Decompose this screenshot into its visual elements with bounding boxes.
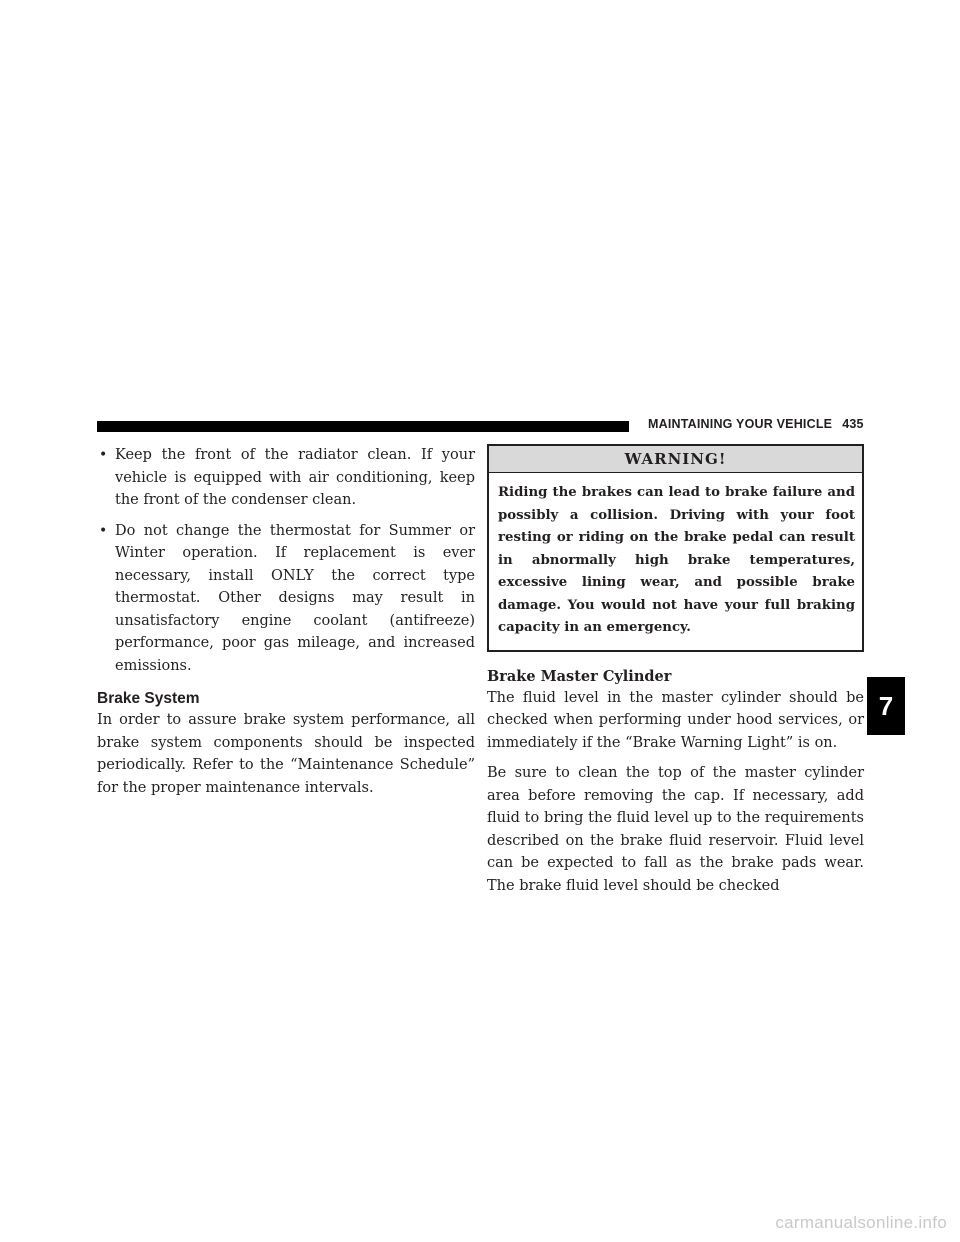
- bullet-icon: •: [99, 447, 108, 463]
- header-rule: [97, 421, 629, 432]
- running-header: [648, 417, 864, 431]
- warning-title: WARNING!: [489, 446, 862, 473]
- list-item: [97, 520, 475, 678]
- bullet-icon: •: [99, 522, 108, 539]
- section-title: MAINTAINING YOUR VEHICLE: [648, 417, 833, 431]
- chapter-tab: 7: [867, 677, 905, 735]
- list-item: [97, 444, 475, 512]
- brake-system-heading: Brake System: [97, 690, 200, 707]
- bullet-text: Do not change the thermostat for Summer or Winter operation. If replacement is ever necessary, install ONLY the correct type thermostat. Other designs may result in unsatisfactory engine coolant (antifreeze) performance, poor gas mileage, and increased emissions.: [115, 522, 475, 674]
- master-cylinder-heading: Brake Master Cylinder: [487, 667, 672, 685]
- left-column: [97, 444, 475, 799]
- page-number: 435: [842, 417, 864, 431]
- master-cylinder-paragraph: The fluid level in the master cylinder should be checked when performing under hood services, or immediately if the “Brake Warning Light” is on.: [487, 689, 864, 751]
- warning-box: [487, 444, 864, 652]
- watermark: carmanualsonline.info: [775, 1213, 947, 1232]
- master-cylinder-paragraph: Be sure to clean the top of the master cylinder area before removing the cap. If necessary, add fluid to bring the fluid level up to the requirements described on the brake fluid reservoir. Fluid level can be expected to fall as the brake pads wear. The brake fluid level should be checked: [487, 765, 864, 894]
- bullet-text: Keep the front of the radiator clean. If your vehicle is equipped with air conditioning, keep the front of the condenser clean.: [115, 447, 475, 508]
- right-column: [487, 444, 864, 905]
- brake-system-paragraph: In order to assure brake system performance, all brake system components should be inspected periodically. Refer to the “Maintenance Schedule” for the proper maintenance intervals.: [97, 712, 475, 796]
- warning-body: Riding the brakes can lead to brake failure and possibly a collision. Driving with your foot resting or riding on the brake pedal can result in abnormally high brake temperatures, excessive lining wear, and possible brake damage. You would not have your full braking capacity in an emergency.: [498, 485, 855, 635]
